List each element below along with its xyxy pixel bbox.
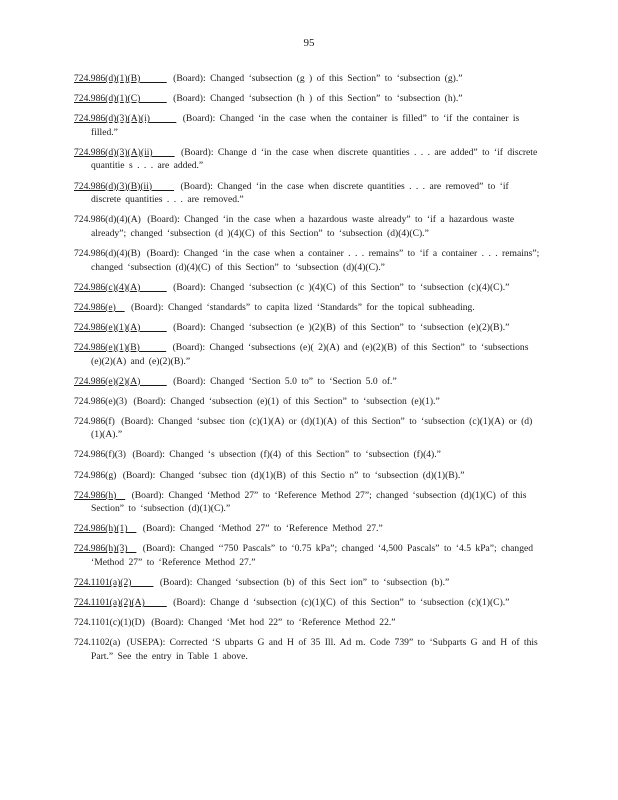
change-source: (Board): [173,281,206,293]
change-description: Changed ‘Method 27” to ‘Reference Method 27”; changed ‘subsection (d)(1)(C) of this Section” to ‘subsection (d)(1)(C).” [91,489,527,515]
amendment-entry [74,247,540,274]
change-source: (USEPA): [126,637,166,649]
change-source: (Board): [132,449,165,461]
section-citation: 724.1101(c)(1)(D) [74,617,145,629]
section-citation: 724.986(d)(3)(A)(i) [74,113,177,125]
section-citation: 724.986(d)(3)(B)(ii) [74,180,175,192]
amendment-entry [74,112,540,139]
section-citation: 724.986(d)(1)(B) [74,73,167,84]
amendment-entry [74,213,540,240]
change-source: (Board): [173,375,206,387]
amendment-entry [74,542,540,569]
change-source: (Board): [173,321,206,333]
amendment-entry [74,321,540,335]
amendment-entry [74,448,540,462]
change-description: Changed ‘in the case when the container is filled” to ‘if the container is filled.” [91,113,520,138]
change-source: (Board): [131,301,164,313]
change-source: (Board): [173,73,206,84]
entry-list [74,72,540,670]
amendment-entry [74,92,540,106]
section-citation: 724.986(h)(1) [74,523,137,535]
change-source: (Board): [131,489,165,501]
change-description: Changed ‘subsection (e )(2)(B) of this Section” to ‘subsection (e)(2)(B).” [210,321,510,333]
change-description: Changed ‘subsec tion (c)(1)(A) or (d)(1)(A) of this Section” to ‘subsection (c)(1)(A) or (d)(1)(A).” [91,415,533,441]
change-source: (Board): [121,415,154,427]
change-source: (Board): [133,395,166,407]
amendment-entry [74,341,540,368]
amendment-entry [74,415,540,442]
change-source: (Board): [159,577,193,589]
amendment-entry [74,146,540,173]
section-citation: 724.986(f)(3) [74,449,126,461]
page-number: 95 [303,37,315,49]
section-citation: 724.986(e)(1)(A) [74,321,167,333]
section-citation: 724.986(h)(3) [74,543,137,555]
amendment-entry [74,616,540,630]
change-description: Changed ‘in the case when discrete quantities . . . are removed” to ‘if discrete quantities . . . are removed.” [91,180,509,206]
amendment-entry [74,301,540,315]
amendment-entry [74,576,540,590]
amendment-entry [74,281,540,295]
section-citation: 724.986(d)(1)(C) [74,93,167,105]
change-description: Changed ‘in the case when a hazardous waste already” to ‘if a hazardous waste already”; changed ‘subsection (d )(4)(C) of this Section” to ‘subsection (d)(4)(C).” [91,214,515,239]
amendment-entry [74,522,540,536]
change-description: Changed ‘s ubsection (f)(4) of this Section” to ‘subsection (f)(4).” [169,449,441,461]
change-source: (Board): [180,180,213,192]
section-citation: 724.986(e)(2)(A) [74,375,167,387]
amendment-entry [74,72,540,86]
change-description: Changed ‘subsection (e)(1) of this Section” to ‘subsection (e)(1).” [170,395,440,407]
change-description: Changed ‘subsection (h ) of this Section” to ‘subsection (h).” [210,93,463,105]
change-description: Changed ‘subsections (e)( 2)(A) and (e)(2)(B) of this Section” to ‘subsections (e)(2)(A) and (e)(2)(B).” [91,341,529,367]
section-citation: 724.986(c)(4)(A) [74,281,167,293]
change-description: Change d ‘in the case when discrete quantities . . . are added” to ‘if discrete quantitie s . . . are added.” [91,146,538,172]
amendment-entry [74,489,540,516]
section-citation: 724.986(e)(3) [74,395,128,407]
amendment-entry [74,180,540,207]
change-description: Changed ‘subsection (g ) of this Section” to ‘subsection (g).” [210,73,463,84]
change-source: (Board): [172,341,206,353]
change-description: Changed ‘Met hod 22” to ‘Reference Method 22.” [188,617,396,629]
amendment-entry [74,375,540,389]
change-description: Changed ‘in the case when a container . . . remains” to ‘if a container . . . remains”; changed ‘subsection (d)(4)(C) of this Section” to ‘subsection (d)(4)(C).” [91,247,540,273]
section-citation: 724.1101(a)(2) [74,577,154,589]
change-description: Changed ‘subsection (c )(4)(C) of this Section” to ‘subsection (c)(4)(C).” [210,281,510,293]
change-source: (Board): [173,93,206,105]
section-citation: 724.1102(a) [74,637,121,649]
change-description: Changed ‘subsection (b) of this Sect ion” to ‘subsection (b).” [196,577,450,589]
section-citation: 724.1101(a)(2)(A) [74,597,167,609]
change-description: Corrected ‘S ubparts G and H of 35 Ill. Ad m. Code 739” to ‘Subparts G and H of this Part.” See the entry in Table 1 above. [91,637,538,662]
section-citation: 724.986(d)(4)(B) [74,247,141,259]
section-citation: 724.986(d)(4)(A) [74,214,141,226]
amendment-entry [74,469,540,483]
section-citation: 724.986(g) [74,469,117,481]
change-description: Change d ‘subsection (c)(1)(C) of this Section” to ‘subsection (c)(1)(C).” [210,597,510,609]
change-source: (Board): [142,523,176,535]
change-description: Changed ‘Method 27” to ‘Reference Method 27.” [179,523,383,535]
change-source: (Board): [173,597,206,609]
change-description: Changed ‘Section 5.0 to” to ‘Section 5.0 of.” [210,375,397,387]
change-source: (Board): [181,146,214,158]
section-citation: 724.986(f) [74,415,115,427]
change-source: (Board): [142,543,176,555]
change-description: Changed ‘subsec tion (d)(1)(B) of this Sectio n” to ‘subsection (d)(1)(B).” [159,469,465,481]
section-citation: 724.986(d)(3)(A)(ii) [74,146,175,158]
change-source: (Board): [147,214,180,226]
change-source: (Board): [122,469,156,481]
amendment-entry [74,636,540,663]
change-description: Changed ‘standards” to capita lized ‘Standards” for the topical subheading. [167,301,475,313]
section-citation: 724.986(e) [74,301,125,313]
section-citation: 724.986(e)(1)(B) [74,341,167,353]
amendment-entry [74,596,540,610]
section-citation: 724.986(h) [74,489,126,501]
change-description: Changed ‘‘750 Pascals” to ‘0.75 kPa”; changed ‘4,500 Pascals” to ‘4.5 kPa”; changed ‘Method 27” to ‘Reference Method 27.” [91,543,534,569]
change-source: (Board): [182,113,216,125]
change-source: (Board): [151,617,184,629]
amendment-entry [74,395,540,409]
change-source: (Board): [146,247,180,259]
